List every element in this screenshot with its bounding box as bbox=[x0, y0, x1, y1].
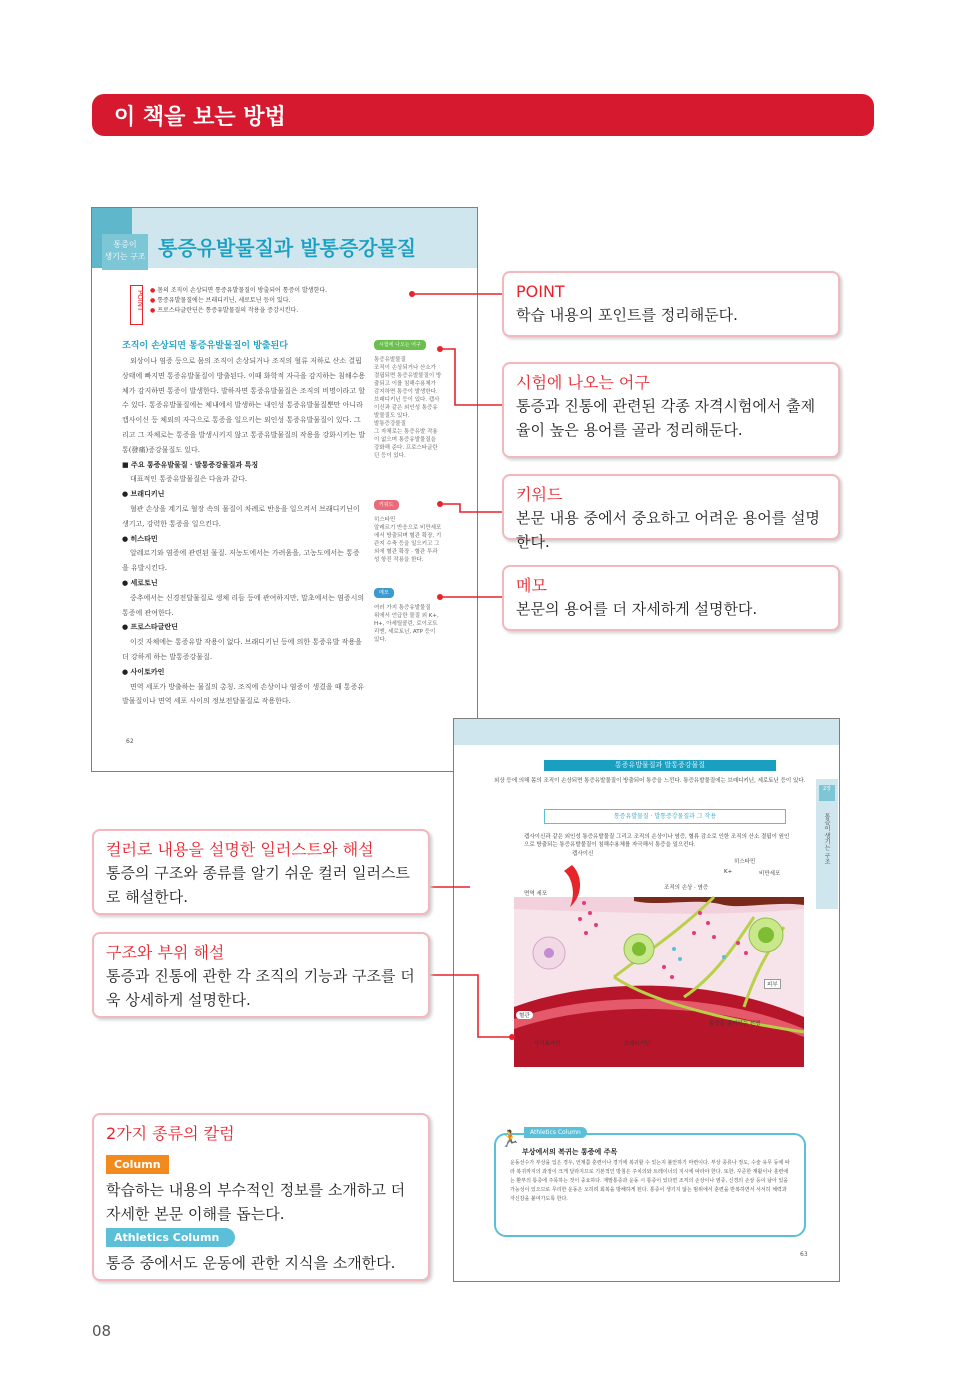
athletics-column-tag: Athletics Column bbox=[524, 1127, 587, 1138]
keyword-text: 히스타민 알레르기 반응으로 비만세포에서 방출되며 혈관 확장, 기관지 수축 등을 일으키고 그 외에 혈관 확장 · 혈관 투과성 항진 작용을 한다. bbox=[374, 517, 442, 563]
body-subheading: ● 사이토카인 bbox=[122, 666, 165, 676]
potassium-label: K+ bbox=[724, 869, 733, 875]
body-paragraph: 대표적인 통증유발물질은 다음과 같다. bbox=[130, 475, 248, 484]
column-chip: Column bbox=[106, 1155, 169, 1174]
body-subheading: ● 세로토닌 bbox=[122, 577, 158, 587]
callout-columns bbox=[92, 1113, 430, 1281]
body-subheading: ● 히스타민 bbox=[122, 533, 158, 543]
callout-memo bbox=[502, 565, 840, 631]
runner-icon: 🏃 bbox=[500, 1129, 520, 1148]
intro-text: 외상 등에 의해 몸의 조직이 손상되면 통증유발물질이 방출되어 통증을 느낀다. 통증유발물질에는 브래디키닌, 세로토닌 등이 있다. bbox=[494, 778, 806, 784]
callout-title: 컬러로 내용을 설명한 일러스트와 해설 bbox=[106, 840, 374, 859]
subheading-bar: 통증유발물질 · 발통증강물질과 그 작용 bbox=[544, 809, 786, 824]
body-subheading: ■ 주요 통증유발물질 · 발통증강물질과 특징 bbox=[122, 459, 259, 469]
callout-keyword bbox=[502, 474, 840, 551]
body-paragraph: 외상이나 염증 등으로 몸의 조직이 손상되거나 조직의 혈류 저하로 산소 결핍 상태에 빠지면 통증유발물질이 방출된다. 이때 화학적 자극을 감지하는 침해수용체가 감지하면 통증이 발생한다. 발하자면 통증유발물질은 조직의 비명이라고 할 수 있다. 통증유발물질에는 체내에서 발생하는 내인성 통증유발물질뿐만 아니라 캡사이신 등 체외의 자극으로 통증을 일으키는 외인성 통증유발물질이 있다. 그리고 그 자체로는 통증을 발생시키지 않고 통증유발물질의 작용을 강화시키는 발통(發痛)증강물질도 있다. bbox=[122, 357, 366, 454]
cytokine-label: 사이토카인 bbox=[534, 1041, 561, 1047]
body-paragraph: 알레르기와 염증에 관련된 물질. 저농도에서는 가려움을, 고농도에서는 통증을 유발시킨다. bbox=[122, 549, 360, 573]
athletics-column-body: 운동선수가 부상을 입은 경우, 언제쯤 훈련이나 경기에 복귀할 수 있는지 불안하기 마련이다. 부상 종류나 정도, 수술 유무 등에 따라 복귀까지의 과정이 크게 달라지므로 기본적인 방침은 주치의와 트레이너의 지시에 따라야 한다. 또한, 꾸준한 재활이나 훈련에는 환부의 통증에 주목하는 것이 중요하다. 재발통증과 운동 시 통증이 있다면 조직의 손상이나 염증, 신경의 손상 등이 남아 있을 가능성이 있으므로 무리한 운동은 오히려 회복을 방해하게 된다. 통증이 생기지 않는 범위에서 훈련을 반복하면서 서서히 체력과 자신감을 붙여가도록 한다. bbox=[510, 1160, 790, 1202]
exam-terms-text: 통증유발물질 조직이 손상되거나 산소가 결핍되면 통증유발물질이 방출되고 이를 침해수용체가 감지하면 통증이 발생한다. 브래디키닌 등이 있다. 캡사이신과 같은 외인성 통증유발물질도 있다. 발통증강물질 그 자체로는 통증유발 작용이 없으며 통증유발물질을 강화해 준다. 프로스타글란딘 등이 있다. bbox=[374, 357, 442, 459]
callout-title: 시험에 나오는 어구 bbox=[516, 373, 650, 392]
callout-title: 메모 bbox=[516, 576, 547, 595]
histamine-label: 히스타민 bbox=[734, 859, 756, 865]
callout-title: POINT bbox=[516, 282, 565, 301]
section-tab: 통증이 생기는 구조 bbox=[102, 234, 148, 270]
athletics-column-desc: 통증 중에서도 운동에 관한 지식을 소개한다. bbox=[106, 1254, 396, 1272]
keyword-label: 키워드 bbox=[374, 500, 399, 510]
memo-text: 여러 가지 통증유발물질 위에서 언급한 물질 외 K+, H+, 아세틸콜린, 로이코트리엔, 세로토닌, ATP 등이 있다. bbox=[374, 605, 439, 643]
callout-desc: 본문의 용어를 더 자세하게 설명한다. bbox=[516, 600, 758, 618]
mast-cell-label: 비만세포 bbox=[759, 871, 781, 877]
callout-illustration bbox=[92, 829, 430, 915]
body-subheading: ● 프로스타글란딘 bbox=[122, 622, 178, 632]
vessel-label: 혈관 bbox=[516, 1011, 533, 1019]
point-item: ● 프로스타글란딘은 통증유발물질의 작용을 증강시킨다. bbox=[150, 306, 327, 316]
point-item: ● 몸의 조직이 손상되면 통증유발물질이 방출되어 통증이 발생한다. bbox=[150, 286, 327, 296]
body-paragraph: 면역 세포가 방출하는 물질의 총칭. 조직에 손상이나 염증이 생겼을 때 통증유발물질이나 면역 세포 사이의 정보전달물질로 작용한다. bbox=[122, 682, 365, 706]
callout-desc: 본문 내용 중에서 중요하고 어려운 용어를 설명한다. bbox=[516, 509, 820, 551]
callout-exam-terms bbox=[502, 362, 840, 458]
callout-desc: 통증의 구조와 종류를 알기 쉬운 컬러 일러스트로 해설한다. bbox=[106, 864, 410, 906]
banner-title: 이 책을 보는 방법 bbox=[114, 105, 286, 130]
folio: 08 bbox=[92, 1322, 112, 1340]
athletics-column-chip: Athletics Column bbox=[106, 1228, 235, 1247]
point-item: ● 통증유발물질에는 브래디키닌, 세로토닌 등이 있다. bbox=[150, 296, 327, 306]
memo-label: 메모 bbox=[374, 588, 394, 598]
exam-terms-label: 시험에 나오는 어구 bbox=[374, 340, 426, 350]
callout-desc: 통증과 진통에 관련된 각종 자격시험에서 출제율이 높은 용어를 골라 정리해둔다. bbox=[516, 397, 816, 439]
athletics-column-heading: 부상에서의 복귀는 통증에 주목 bbox=[522, 1148, 618, 1156]
page-number: 63 bbox=[800, 1251, 808, 1258]
callout-structure bbox=[92, 932, 430, 1018]
body-paragraph: 중추에서는 신경전달물질로 생체 리듬 등에 관여하지만, 말초에서는 염증시의 통증에 관여한다. bbox=[122, 593, 365, 617]
body-subheading: ● 브래디키닌 bbox=[122, 489, 165, 499]
callout-title: 2가지 종류의 칼럼 bbox=[106, 1124, 235, 1143]
page-number: 62 bbox=[126, 738, 134, 745]
point-tag: POINT bbox=[130, 285, 143, 325]
nerve-label: 통증을 감지하는 신경 bbox=[709, 1021, 761, 1027]
capsaicin-label: 캡사이신 bbox=[572, 851, 594, 857]
section-heading: 조직이 손상되면 통증유발물질이 방출된다 bbox=[122, 341, 288, 351]
callout-desc: 통증과 진통에 관한 각 조직의 기능과 구조를 더욱 상세하게 설명한다. bbox=[106, 967, 415, 1009]
body-paragraph: 이것 자체에는 통증유발 작용이 없다. 브래디키닌 등에 의한 통증유발 작용을 더 강하게 하는 발통증강물질. bbox=[122, 638, 362, 661]
chapter-number: 2장 bbox=[819, 785, 835, 801]
immune-cell-label: 면역 세포 bbox=[524, 891, 548, 897]
subheading-text: 캡사이신과 같은 외인성 통증유발물질 그리고 조직의 손상이나 염증, 혈류 감소로 인한 조직의 산소 결핍이 원인으로 방출되는 통증유발물질이 침해수용체를 자극해서 통증을 일으킨다. bbox=[524, 834, 790, 848]
page-title-bar: 통증유발물질과 발통증강물질 bbox=[544, 760, 776, 771]
damage-label: 조직의 손상 · 염증 bbox=[664, 885, 709, 891]
callout-desc: 학습 내용의 포인트를 정리해둔다. bbox=[516, 306, 738, 324]
chapter-title: 통증이 생기는 구조 bbox=[823, 813, 830, 865]
body-paragraph: 혈관 손상을 계기로 혈장 속의 물질이 차례로 반응을 일으켜서 브래디키닌이 생기고, 강력한 통증을 일으킨다. bbox=[122, 504, 360, 528]
skin-label: 피부 bbox=[764, 979, 781, 989]
callout-title: 구조와 부위 해설 bbox=[106, 943, 225, 962]
callout-title: 키워드 bbox=[516, 485, 563, 504]
column-desc: 학습하는 내용의 부수적인 정보를 소개하고 더 자세한 본문 이해를 돕는다. bbox=[106, 1181, 406, 1223]
bradykinin-label: 브래디키닌 bbox=[624, 1041, 651, 1047]
callout-point bbox=[502, 271, 840, 337]
page-title: 통증유발물질과 발통증강물질 bbox=[158, 236, 417, 260]
